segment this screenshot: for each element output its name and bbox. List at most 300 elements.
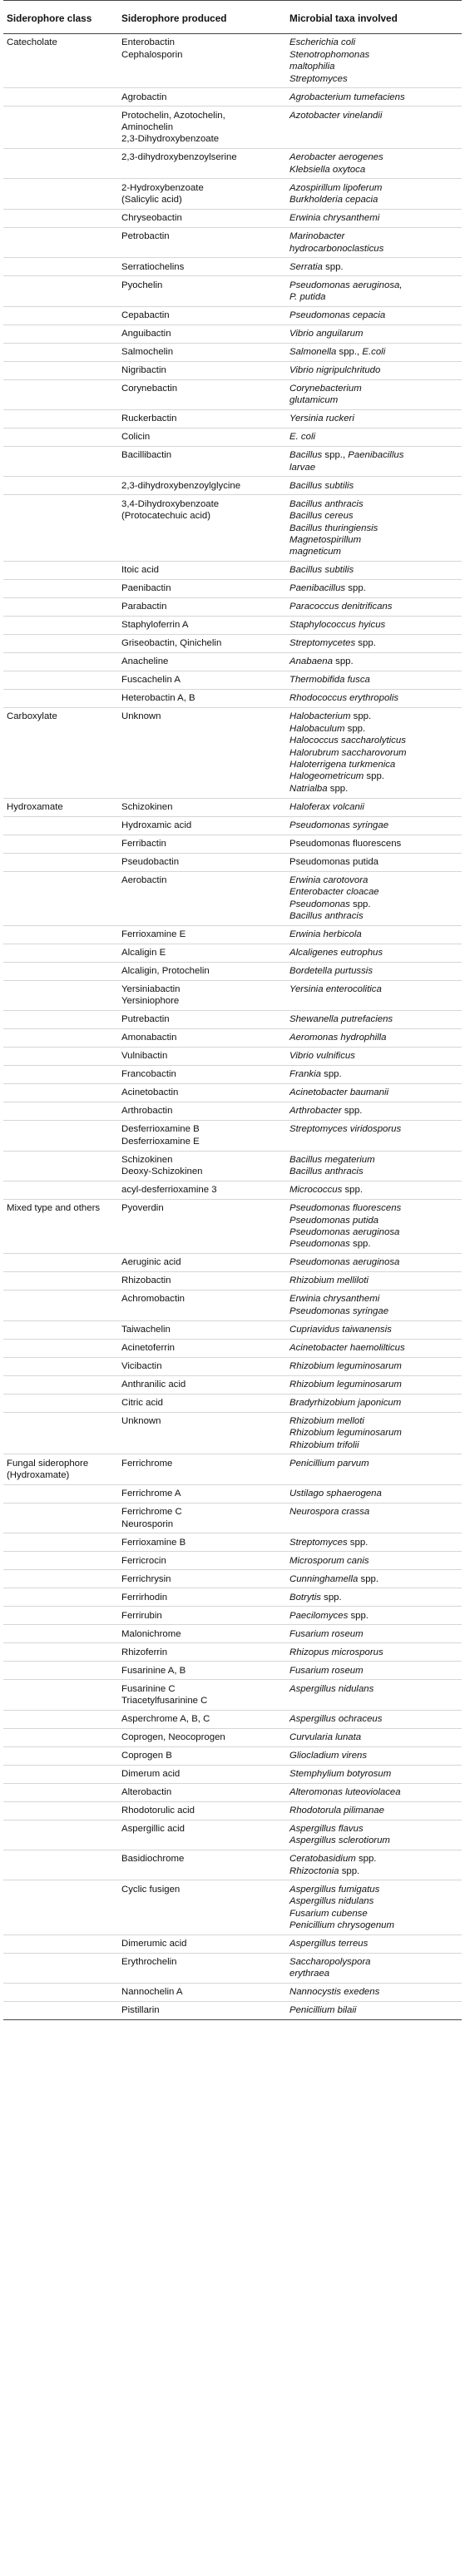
siderophore-name: Malonichrome <box>121 1628 181 1639</box>
microbial-taxa-cell <box>286 324 462 343</box>
siderophore-class-cell <box>3 1607 118 1625</box>
siderophore-name: Anacheline <box>121 656 169 667</box>
siderophore-class-cell <box>3 258 118 276</box>
taxon-line <box>289 1920 458 1931</box>
siderophore-produced-cell <box>118 209 286 227</box>
table-row <box>3 1048 462 1066</box>
taxon-line <box>289 383 458 394</box>
taxon-line <box>289 480 458 492</box>
siderophore-produced-cell <box>118 495 286 562</box>
taxon-name: glutamicum <box>289 395 339 406</box>
taxon-line <box>289 1713 458 1725</box>
taxon-name: Magnetospirillum <box>289 534 362 545</box>
taxon-line <box>289 947 458 959</box>
table-row <box>3 690 462 708</box>
taxon-name: Rhizobium leguminosarum <box>289 1428 402 1439</box>
siderophore-produced-cell <box>118 962 286 980</box>
table-row <box>3 1290 462 1320</box>
siderophore-produced-cell <box>118 1320 286 1339</box>
taxon-line <box>289 1324 458 1335</box>
siderophore-name: Ferrioxamine B <box>121 1537 186 1548</box>
taxon-name: Alteromonas luteoviolacea <box>289 1786 401 1797</box>
taxon-qualifier: spp. <box>349 899 371 909</box>
siderophore-class-cell <box>3 1662 118 1680</box>
microbial-taxa-cell <box>286 1029 462 1048</box>
siderophore-name: Erythrochelin <box>121 1956 177 1967</box>
taxon-line <box>289 1665 458 1677</box>
taxon-line <box>289 546 458 557</box>
siderophore-class-cell <box>3 1643 118 1662</box>
siderophore-name: Paenibactin <box>121 583 171 594</box>
taxon-name: Micrococcus <box>289 1185 343 1196</box>
siderophore-produced-cell <box>118 477 286 495</box>
taxon-name: Pseudomonas aeruginosa <box>289 1257 400 1268</box>
taxon-name: Stemphylium botyrosum <box>289 1768 392 1779</box>
taxon-name: Aspergillus nidulans <box>289 1683 374 1694</box>
siderophore-name: Rhizoferrin <box>121 1647 168 1657</box>
siderophore-class-cell <box>3 447 118 477</box>
siderophore-class-cell <box>3 179 118 209</box>
siderophore-produced-cell <box>118 1084 286 1102</box>
table-row <box>3 653 462 671</box>
siderophore-produced-cell <box>118 410 286 429</box>
taxon-name: Stenotrophomonas <box>289 49 370 60</box>
taxon-line <box>289 1683 458 1695</box>
siderophore-class-cell <box>3 1066 118 1084</box>
table-row <box>3 1029 462 1048</box>
table-row <box>3 379 462 409</box>
microbial-taxa-cell <box>286 1503 462 1533</box>
siderophore-produced-cell <box>118 1533 286 1552</box>
table-row <box>3 1607 462 1625</box>
taxon-line <box>289 1865 458 1877</box>
siderophore-name: (Protocatechuic acid) <box>121 511 210 522</box>
siderophore-name: Aminochelin <box>121 121 174 132</box>
microbial-taxa-cell <box>286 1801 462 1820</box>
microbial-taxa-cell <box>286 1357 462 1375</box>
siderophore-name: Vulnibactin <box>121 1051 168 1062</box>
taxon-line <box>289 110 458 121</box>
siderophore-class-cell <box>3 1625 118 1643</box>
table-row <box>3 361 462 379</box>
siderophore-name: Basidiochrome <box>121 1854 185 1865</box>
siderophore-name: Ferrichrome C <box>121 1507 182 1518</box>
table-row <box>3 853 462 871</box>
taxon-name: Ustilago sphaerogena <box>289 1489 382 1499</box>
taxon-line <box>289 1908 458 1920</box>
siderophore-class-cell <box>3 1011 118 1029</box>
taxon-line <box>289 783 458 795</box>
siderophore-class-cell <box>3 1728 118 1746</box>
taxon-name: Arthrobacter <box>289 1106 342 1117</box>
taxon-line <box>289 1786 458 1798</box>
microbial-taxa-cell <box>286 562 462 580</box>
taxon-name: Bacillus subtilis <box>289 480 354 491</box>
siderophore-class-cell <box>3 2002 118 2020</box>
taxon-line <box>289 1087 458 1098</box>
siderophore-produced-cell <box>118 34 286 88</box>
siderophore-name: Yersiniabactin <box>121 984 181 995</box>
taxon-name: Bacillus anthracis <box>289 1167 364 1177</box>
taxon-qualifier: spp., <box>336 346 363 357</box>
taxon-name: Penicillium chrysogenum <box>289 1920 394 1930</box>
siderophore-class-cell <box>3 944 118 962</box>
taxon-name: Vibrio anguilarum <box>289 328 364 339</box>
taxon-name: Haloferax volcanii <box>289 801 364 812</box>
siderophore-name: Griseobactin, Qinichelin <box>121 638 222 649</box>
microbial-taxa-cell <box>286 1272 462 1290</box>
taxon-name: Erwinia chrysanthemi <box>289 213 380 224</box>
siderophore-name: Ferrirhodin <box>121 1592 168 1603</box>
microbial-taxa-cell <box>286 617 462 635</box>
taxon-name: Fusarium roseum <box>289 1665 364 1676</box>
microbial-taxa-cell <box>286 580 462 598</box>
siderophore-name: 2,3-dihydroxybenzoylglycine <box>121 480 241 491</box>
siderophore-name: Pistillarin <box>121 2005 160 2016</box>
microbial-taxa-cell <box>286 962 462 980</box>
microbial-taxa-cell <box>286 1339 462 1357</box>
taxon-line <box>289 1537 458 1548</box>
taxon-name: Fusarium cubense <box>289 1908 368 1919</box>
taxon-line <box>289 212 458 224</box>
siderophore-name: Achromobactin <box>121 1294 185 1305</box>
taxon-line <box>289 735 458 746</box>
table-row <box>3 1503 462 1533</box>
taxon-qualifier: spp. <box>364 771 384 782</box>
table-body <box>3 34 462 2020</box>
taxon-qualifier: spp. <box>358 1573 379 1584</box>
siderophore-produced-cell <box>118 1746 286 1765</box>
siderophore-class-cell <box>3 1151 118 1181</box>
taxon-name: Fusarium roseum <box>289 1628 364 1639</box>
taxon-qualifier: Pseudomonas putida <box>289 856 379 867</box>
siderophore-produced-cell <box>118 2002 286 2020</box>
siderophore-class-cell <box>3 1357 118 1375</box>
taxon-name: Frankia <box>289 1069 321 1080</box>
taxon-name: Neurospora crassa <box>289 1507 370 1518</box>
microbial-taxa-cell <box>286 1710 462 1728</box>
siderophore-produced-cell <box>118 562 286 580</box>
siderophore-name: Unknown <box>121 1415 161 1426</box>
taxon-name: Erwinia chrysanthemi <box>289 1294 380 1305</box>
siderophore-name: Deoxy-Schizokinen <box>121 1167 203 1177</box>
siderophore-name: Pyoverdin <box>121 1203 164 1214</box>
siderophore-class-cell <box>3 149 118 179</box>
taxon-line <box>289 874 458 886</box>
taxon-line <box>289 1458 458 1469</box>
table-row <box>3 324 462 343</box>
taxon-line <box>289 510 458 522</box>
microbial-taxa-cell <box>286 980 462 1010</box>
header-siderophore-class: Siderophore class <box>3 1 118 34</box>
microbial-taxa-cell <box>286 1588 462 1607</box>
taxon-name: Staphylococcus hyicus <box>289 620 386 631</box>
taxon-line <box>289 965 458 977</box>
siderophore-class-cell <box>3 1765 118 1783</box>
siderophore-name: 2-Hydroxybenzoate <box>121 182 204 193</box>
taxon-line <box>289 394 458 406</box>
siderophore-class-cell <box>3 853 118 871</box>
table-row <box>3 1375 462 1394</box>
taxon-qualifier: spp. <box>320 1592 342 1603</box>
taxon-line <box>289 2004 458 2016</box>
siderophore-name: Ferricrocin <box>121 1555 166 1566</box>
siderophore-name: Ruckerbactin <box>121 414 177 424</box>
table-row <box>3 1011 462 1029</box>
microbial-taxa-cell <box>286 107 462 149</box>
siderophore-produced-cell <box>118 1820 286 1850</box>
siderophore-name: Pseudobactin <box>121 856 180 867</box>
siderophore-class-cell <box>3 598 118 617</box>
microbial-taxa-cell <box>286 88 462 107</box>
table-row <box>3 1850 462 1880</box>
taxon-name: Pseudomonas syringae <box>289 1305 389 1316</box>
siderophore-class-cell: Catecholate <box>3 34 118 88</box>
siderophore-produced-cell <box>118 653 286 671</box>
siderophore-name: Fusarinine A, B <box>121 1665 186 1676</box>
taxon-line <box>289 1275 458 1286</box>
taxon-name: Aspergillus ochraceus <box>289 1713 383 1724</box>
microbial-taxa-cell <box>286 853 462 871</box>
siderophore-produced-cell <box>118 925 286 944</box>
microbial-taxa-cell <box>286 1151 462 1181</box>
taxon-line <box>289 1938 458 1949</box>
taxon-name: Bacillus anthracis <box>289 911 364 922</box>
taxon-line <box>289 1768 458 1780</box>
taxon-line <box>289 1166 458 1177</box>
microbial-taxa-cell <box>286 379 462 409</box>
table-row <box>3 1339 462 1357</box>
siderophore-produced-cell <box>118 798 286 816</box>
siderophore-produced-cell <box>118 1151 286 1181</box>
microbial-taxa-cell <box>286 1783 462 1801</box>
table-row <box>3 1953 462 1983</box>
siderophore-produced-cell <box>118 1680 286 1710</box>
siderophore-name: Parabactin <box>121 602 167 612</box>
taxon-line <box>289 1647 458 1658</box>
siderophore-produced-cell <box>118 1394 286 1412</box>
siderophore-table <box>3 0 462 2020</box>
taxon-line <box>289 1342 458 1354</box>
taxon-line <box>289 637 458 649</box>
microbial-taxa-cell <box>286 429 462 447</box>
siderophore-class-cell <box>3 1339 118 1357</box>
siderophore-name: Heterobactin A, B <box>121 693 195 704</box>
microbial-taxa-cell <box>286 1320 462 1339</box>
microbial-taxa-cell <box>286 653 462 671</box>
taxon-line <box>289 291 458 303</box>
taxon-line <box>289 1823 458 1835</box>
taxon-name: Bordetella purtussis <box>289 966 373 977</box>
siderophore-produced-cell <box>118 1375 286 1394</box>
taxon-name: Azotobacter vinelandii <box>289 110 383 121</box>
table-header <box>3 1 462 34</box>
taxon-line <box>289 498 458 510</box>
siderophore-name: Hydroxamic acid <box>121 820 192 830</box>
microbial-taxa-cell <box>286 1199 462 1253</box>
siderophore-class-cell: Carboxylate <box>3 708 118 798</box>
taxon-name: erythraea <box>289 1969 330 1979</box>
siderophore-class-cell <box>3 1484 118 1503</box>
siderophore-produced-cell <box>118 1880 286 1934</box>
table-row <box>3 962 462 980</box>
taxon-line <box>289 1123 458 1135</box>
siderophore-produced-cell <box>118 149 286 179</box>
siderophore-name: Arthrobactin <box>121 1106 173 1117</box>
taxon-name: Bacillus cereus <box>289 511 354 522</box>
siderophore-class-cell <box>3 1746 118 1765</box>
siderophore-produced-cell <box>118 1984 286 2002</box>
taxon-line <box>289 1884 458 1895</box>
siderophore-name: Petrobactin <box>121 231 170 242</box>
microbial-taxa-cell <box>286 1934 462 1953</box>
taxon-name: Pseudomonas aeruginosa <box>289 1227 400 1238</box>
taxon-line <box>289 1184 458 1196</box>
siderophore-class-cell <box>3 1570 118 1588</box>
taxon-name: Yersinia ruckeri <box>289 414 354 424</box>
siderophore-name: Fusarinine C <box>121 1683 176 1694</box>
table-row <box>3 562 462 580</box>
taxon-line <box>289 759 458 770</box>
microbial-taxa-cell <box>286 1454 462 1484</box>
taxon-name: Halococcus saccharolyticus <box>289 736 406 746</box>
taxon-name: Aerobacter aerogenes <box>289 152 383 163</box>
taxon-line <box>289 1427 458 1439</box>
siderophore-class-cell <box>3 361 118 379</box>
siderophore-name: Amonabactin <box>121 1033 177 1043</box>
table-row <box>3 816 462 835</box>
taxon-name: Botrytis <box>289 1592 321 1603</box>
siderophore-produced-cell <box>118 944 286 962</box>
taxon-qualifier: spp., <box>322 450 349 461</box>
taxon-name: Acinetobacter haemolilticus <box>289 1342 405 1353</box>
siderophore-class-cell <box>3 379 118 409</box>
siderophore-produced-cell <box>118 871 286 925</box>
table-row <box>3 495 462 562</box>
taxon-line <box>289 413 458 424</box>
siderophore-produced-cell <box>118 1290 286 1320</box>
microbial-taxa-cell <box>286 1084 462 1102</box>
taxon-name: Bacillus megaterium <box>289 1154 375 1165</box>
siderophore-name: Agrobactin <box>121 92 167 102</box>
table-row <box>3 149 462 179</box>
microbial-taxa-cell <box>286 1181 462 1199</box>
table-row <box>3 671 462 690</box>
taxon-line <box>289 364 458 376</box>
siderophore-class-cell <box>3 1850 118 1880</box>
siderophore-produced-cell <box>118 306 286 324</box>
taxon-line <box>289 1986 458 1998</box>
siderophore-class-cell <box>3 1375 118 1394</box>
siderophore-class-cell <box>3 1533 118 1552</box>
taxon-name: Acinetobacter baumanii <box>289 1087 389 1098</box>
siderophore-produced-cell <box>118 1181 286 1199</box>
taxon-name: Microsporum canis <box>289 1555 369 1566</box>
microbial-taxa-cell <box>286 1066 462 1084</box>
taxon-qualifier: spp. <box>349 1239 371 1250</box>
table-row <box>3 1880 462 1934</box>
table-row <box>3 598 462 617</box>
table-row <box>3 871 462 925</box>
table-row <box>3 1454 462 1484</box>
taxon-line <box>289 328 458 339</box>
taxon-line <box>289 1215 458 1226</box>
taxon-line <box>289 261 458 273</box>
siderophore-produced-cell <box>118 1412 286 1454</box>
siderophore-produced-cell <box>118 1484 286 1503</box>
header-siderophore-produced: Siderophore produced <box>118 1 286 34</box>
siderophore-class-cell <box>3 1272 118 1290</box>
siderophore-name: 2,3-dihydroxybenzoylserine <box>121 152 237 163</box>
siderophore-produced-cell <box>118 379 286 409</box>
taxon-name: Bacillus thuringiensis <box>289 523 378 533</box>
taxon-line <box>289 674 458 686</box>
microbial-taxa-cell <box>286 447 462 477</box>
taxon-line <box>289 582 458 594</box>
siderophore-class-cell <box>3 306 118 324</box>
microbial-taxa-cell <box>286 1880 462 1934</box>
taxon-line <box>289 1202 458 1214</box>
microbial-taxa-cell <box>286 871 462 925</box>
siderophore-name: Anguibactin <box>121 328 171 339</box>
siderophore-name: Dimerum acid <box>121 1768 181 1779</box>
siderophore-name: Citric acid <box>121 1397 164 1408</box>
siderophore-produced-cell <box>118 227 286 257</box>
table-row <box>3 1746 462 1765</box>
table-row <box>3 1484 462 1503</box>
taxon-line <box>289 1068 458 1080</box>
siderophore-produced-cell <box>118 708 286 798</box>
table-row <box>3 2002 462 2020</box>
siderophore-produced-cell <box>118 1254 286 1272</box>
siderophore-name: Triacetylfusarinine C <box>121 1695 208 1706</box>
siderophore-name: Staphyloferrin A <box>121 620 189 631</box>
microbial-taxa-cell <box>286 1820 462 1850</box>
taxon-line <box>289 1895 458 1907</box>
siderophore-class-cell <box>3 1552 118 1570</box>
siderophore-produced-cell <box>118 671 286 690</box>
taxon-name: Klebsiella oxytoca <box>289 164 366 175</box>
table-row <box>3 1066 462 1084</box>
taxon-name: maltophilia <box>289 62 335 72</box>
siderophore-class-cell <box>3 1503 118 1533</box>
siderophore-name: Cephalosporin <box>121 49 183 60</box>
taxon-name: Erwinia herbicola <box>289 929 362 940</box>
siderophore-produced-cell <box>118 1643 286 1662</box>
taxon-line <box>289 310 458 321</box>
table-row <box>3 1151 462 1181</box>
taxon-qualifier: spp. <box>355 1854 377 1865</box>
taxon-name: Halorubrum saccharovorum <box>289 747 407 758</box>
taxon-name: Paecilomyces <box>289 1610 349 1621</box>
siderophore-produced-cell <box>118 1953 286 1983</box>
taxon-name: Marinobacter <box>289 231 345 242</box>
taxon-name: Rhizobium leguminosarum <box>289 1379 402 1390</box>
siderophore-class-cell <box>3 1934 118 1953</box>
siderophore-class-cell <box>3 1084 118 1102</box>
taxon-name: Streptomyces <box>289 1537 348 1548</box>
microbial-taxa-cell <box>286 34 462 88</box>
taxon-line <box>289 1397 458 1409</box>
table-row <box>3 1121 462 1151</box>
taxon-line <box>289 1488 458 1499</box>
taxon-line <box>289 1293 458 1305</box>
taxon-line <box>289 92 458 103</box>
table-row <box>3 1254 462 1272</box>
microbial-taxa-cell <box>286 1570 462 1588</box>
siderophore-name: Coprogen, Neocoprogen <box>121 1731 225 1742</box>
taxon-name: Paenibacillus <box>348 450 404 461</box>
